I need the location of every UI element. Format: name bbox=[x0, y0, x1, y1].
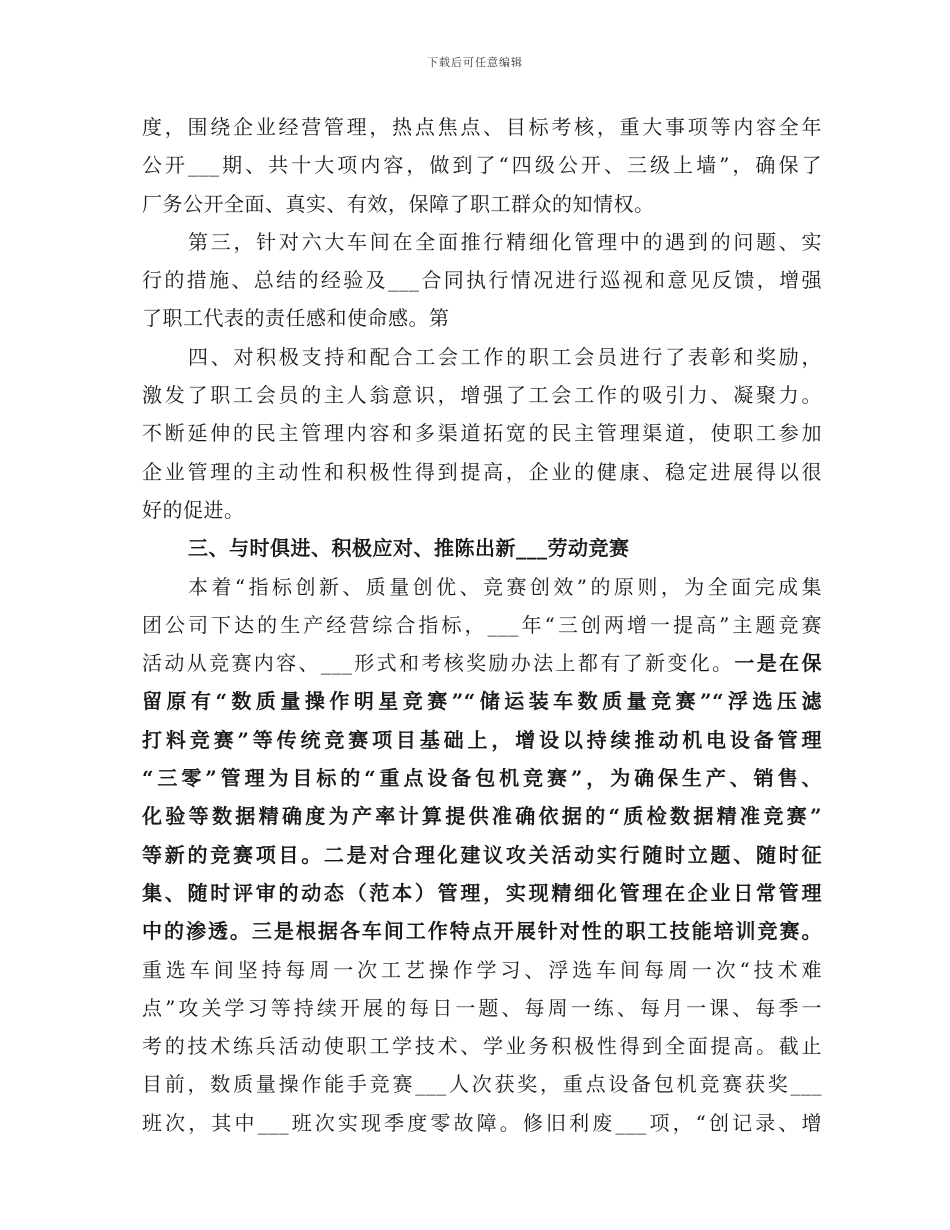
text-run: 考的技术练兵活动使职工学技术、学业务积极性得到全面提高。截止 bbox=[142, 1034, 822, 1059]
text-line bbox=[142, 1065, 822, 1103]
text-run: 点”攻关学习等持续开展的每日一题、每周一练、每月一课、每季一 bbox=[142, 995, 822, 1020]
text-line bbox=[142, 606, 822, 644]
text-run: 不断延伸的民主管理内容和多渠道拓宽的民主管理渠道，使职工参加 bbox=[142, 421, 822, 446]
bold-text-run: 等新的竞赛项目。二是对合理化建议攻关活动实行随时立题、随时征 bbox=[142, 842, 822, 867]
text-line bbox=[142, 299, 822, 337]
page-header: 下载后可任意编辑 bbox=[427, 56, 523, 69]
text-line bbox=[142, 874, 822, 912]
bold-text-run: 打料竞赛”等传统竞赛项目基础上，增设以持续推动机电设备管理 bbox=[142, 727, 822, 752]
text-line bbox=[142, 951, 822, 989]
bold-text-run: 一是在保 bbox=[734, 651, 823, 676]
text-line bbox=[142, 721, 822, 759]
text-line bbox=[142, 759, 822, 797]
text-line bbox=[142, 338, 822, 376]
text-run: 第三，针对六大车间在全面推行精细化管理中的遇到的问题、实 bbox=[188, 229, 822, 254]
text-line bbox=[142, 185, 822, 223]
bold-text-run: 留原有“数质量操作明星竞赛”“储运装车数质量竞赛”“浮选压滤 bbox=[142, 689, 822, 714]
text-line bbox=[142, 644, 822, 682]
bold-text-run: “三零”管理为目标的“重点设备包机竞赛”，为确保生产、销售、 bbox=[142, 766, 822, 791]
bold-text-run: 中的渗透。三是根据各车间工作特点开展针对性的职工技能培训竞赛。 bbox=[142, 919, 822, 944]
text-line bbox=[142, 491, 822, 529]
text-line bbox=[142, 1104, 822, 1142]
text-line bbox=[142, 568, 822, 606]
text-line bbox=[142, 912, 822, 950]
text-line bbox=[142, 453, 822, 491]
text-run: 团公司下达的生产经营综合指标，___年“三创两增一提高”主题竞赛 bbox=[142, 612, 822, 637]
text-line bbox=[142, 836, 822, 874]
text-line bbox=[142, 682, 822, 720]
text-run: 行的措施、总结的经验及___合同执行情况进行巡视和意见反馈，增强 bbox=[142, 268, 822, 293]
section-heading bbox=[142, 529, 822, 567]
text-run: 本着“指标创新、质量创优、竞赛创效”的原则，为全面完成集 bbox=[188, 574, 822, 599]
text-run: 公开___期、共十大项内容，做到了“四级公开、三级上墙”，确保了 bbox=[142, 153, 822, 178]
text-run: 班次，其中___班次实现季度零故障。修旧利废___项，“创记录、增 bbox=[142, 1110, 822, 1135]
bold-text-run: 集、随时评审的动态（范本）管理，实现精细化管理在企业日常管理 bbox=[142, 880, 822, 905]
text-line bbox=[142, 989, 822, 1027]
text-run: 厂务公开全面、真实、有效，保障了职工群众的知情权。 bbox=[142, 191, 655, 216]
text-line bbox=[142, 261, 822, 299]
text-line bbox=[142, 1027, 822, 1065]
text-run: 企业管理的主动性和积极性得到提高，企业的健康、稳定进展得以很 bbox=[142, 459, 822, 484]
text-line bbox=[142, 108, 822, 146]
bold-text-run: 三、与时俱进、积极应对、推陈出新___劳动竞赛 bbox=[188, 536, 630, 561]
text-line bbox=[142, 223, 822, 261]
bold-text-run: 化验等数据精确度为产率计算提供准确依据的“质检数据精准竞赛” bbox=[142, 804, 822, 829]
text-line bbox=[142, 376, 822, 414]
text-run: 度，围绕企业经营管理，热点焦点、目标考核，重大事项等内容全年 bbox=[142, 115, 822, 139]
text-run: 了职工代表的责任感和使命感。第 bbox=[142, 306, 450, 331]
text-run: 激发了职工会员的主人翁意识，增强了工会工作的吸引力、凝聚力。 bbox=[142, 383, 822, 408]
text-run: 重选车间坚持每周一次工艺操作学习、浮选车间每周一次“技术难 bbox=[142, 957, 822, 982]
text-run: 目前，数质量操作能手竞赛___人次获奖，重点设备包机竞赛获奖___ bbox=[142, 1072, 822, 1097]
text-run: 好的促进。 bbox=[142, 497, 245, 522]
text-line bbox=[142, 414, 822, 452]
text-run: 活动从竞赛内容、___形式和考核奖励办法上都有了新变化。 bbox=[142, 651, 735, 676]
document-body bbox=[142, 108, 822, 1142]
text-line bbox=[142, 146, 822, 184]
text-line bbox=[142, 797, 822, 835]
text-run: 四、对积极支持和配合工会工作的职工会员进行了表彰和奖励， bbox=[188, 344, 822, 369]
